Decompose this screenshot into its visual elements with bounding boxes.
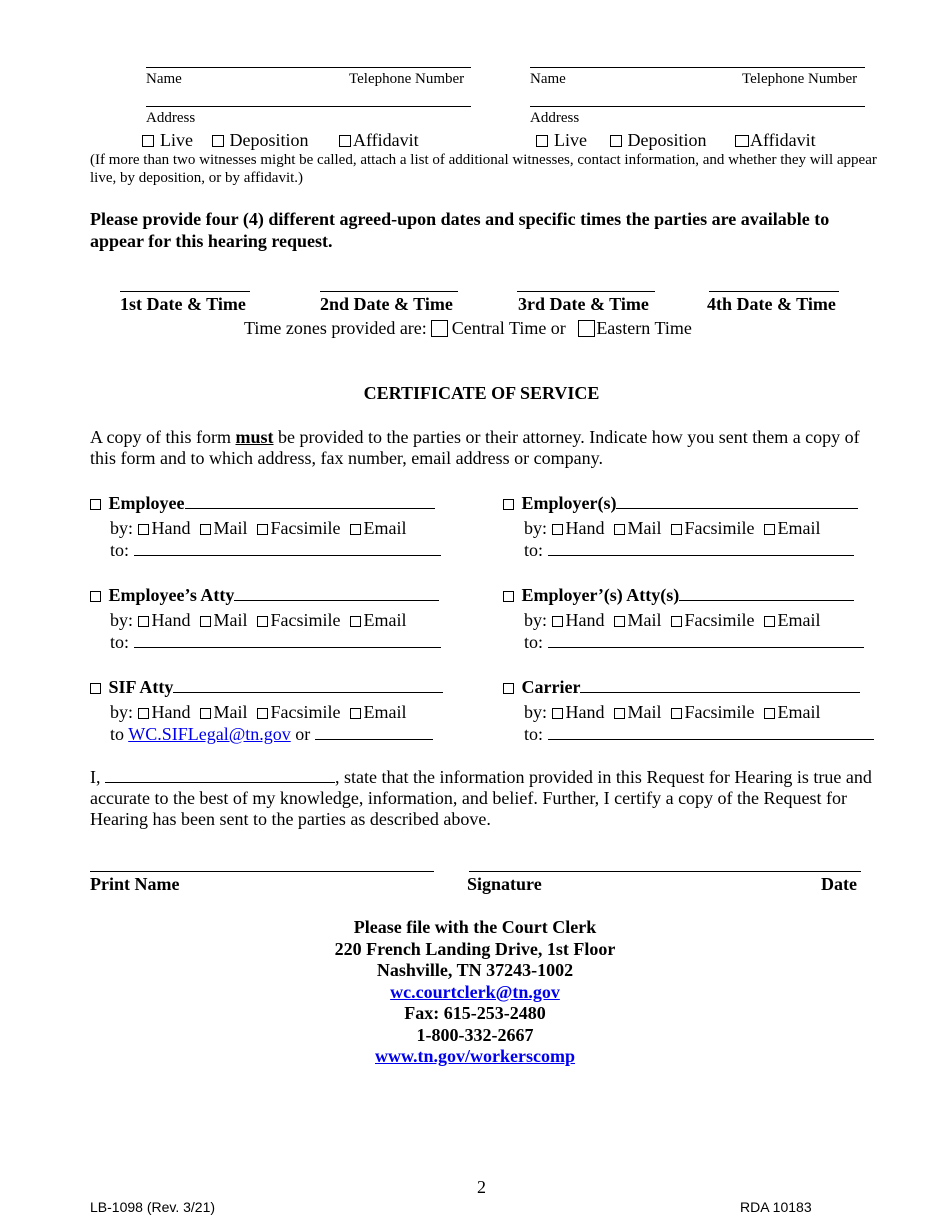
witness1-address-line[interactable] bbox=[146, 106, 471, 107]
rda-number: RDA 10183 bbox=[740, 1199, 812, 1215]
timezone-eastern-label: Eastern Time bbox=[596, 318, 692, 338]
witness2-live-option[interactable]: Live bbox=[536, 130, 587, 150]
checkbox-icon[interactable] bbox=[257, 524, 268, 535]
checkbox-icon[interactable] bbox=[614, 708, 625, 719]
filing-address: 220 French Landing Drive, 1st Floor bbox=[334, 938, 616, 959]
witness2-name-label: Name bbox=[530, 71, 566, 87]
checkbox-icon[interactable] bbox=[671, 524, 682, 535]
attestation: I, , state that the information provided in this Request for Hearing is true and accurate to the best of my knowledge, information, and belief. Further, I certify a copy of the Request for Hearing has been sent to the parties as described above. bbox=[90, 767, 872, 829]
employee-name-line[interactable] bbox=[185, 494, 435, 509]
witness2-name-line[interactable] bbox=[530, 67, 865, 68]
witness2-deposition-option[interactable]: Deposition bbox=[610, 130, 707, 150]
party-employee: Employee bbox=[90, 493, 435, 514]
employee-atty-to-line[interactable] bbox=[134, 633, 441, 648]
employer-method-row: by: Hand Mail Facsimile Email bbox=[524, 518, 821, 538]
date4-line[interactable] bbox=[709, 291, 839, 292]
employee-atty-method-row: by: Hand Mail Facsimile Email bbox=[110, 610, 407, 630]
carrier-to-row: to: bbox=[524, 724, 874, 745]
witness2-phone-label: Telephone Number bbox=[742, 71, 858, 87]
date4-label: 4th Date & Time bbox=[707, 294, 836, 314]
filing-city: Nashville, TN 37243-1002 bbox=[376, 960, 574, 980]
date3-label: 3rd Date & Time bbox=[518, 294, 649, 314]
checkbox-icon[interactable] bbox=[536, 135, 548, 147]
party-employee-atty: Employee’s Atty bbox=[90, 585, 439, 606]
witness2-affidavit-option[interactable]: Affidavit bbox=[735, 130, 816, 150]
checkbox-icon[interactable] bbox=[350, 524, 361, 535]
party-employer-atty: Employer’(s) Atty(s) bbox=[503, 585, 854, 606]
workers-comp-website-link[interactable]: www.tn.gov/workerscomp bbox=[375, 1046, 575, 1066]
page-number: 2 bbox=[477, 1177, 486, 1197]
party-sif-atty-checkbox[interactable] bbox=[90, 683, 101, 694]
certificate-title: CERTIFICATE OF SERVICE bbox=[363, 383, 600, 403]
timezone-row bbox=[244, 318, 692, 339]
checkbox-icon[interactable] bbox=[735, 135, 749, 147]
date2-line[interactable] bbox=[320, 291, 458, 292]
checkbox-icon[interactable] bbox=[764, 524, 775, 535]
date3-line[interactable] bbox=[517, 291, 655, 292]
carrier-name-line[interactable] bbox=[580, 678, 860, 693]
employee-to-row: to: bbox=[110, 540, 441, 561]
carrier-to-line[interactable] bbox=[548, 725, 874, 740]
filing-line1: Please file with the Court Clerk bbox=[353, 917, 597, 937]
checkbox-icon[interactable] bbox=[671, 708, 682, 719]
checkbox-icon[interactable] bbox=[552, 616, 563, 627]
checkbox-icon[interactable] bbox=[200, 616, 211, 627]
signature-date-line[interactable] bbox=[469, 871, 861, 872]
party-employer-checkbox[interactable] bbox=[503, 499, 514, 510]
must-emphasis: must bbox=[235, 427, 274, 447]
witness2-address-label: Address bbox=[530, 110, 580, 126]
witness1-phone-label: Telephone Number bbox=[349, 71, 465, 87]
witness1-address-label: Address bbox=[146, 110, 196, 126]
checkbox-icon[interactable] bbox=[138, 708, 149, 719]
print-name-label: Print Name bbox=[90, 874, 180, 894]
witness1-name-line[interactable] bbox=[146, 67, 471, 68]
date-label: Date bbox=[821, 874, 857, 894]
form-id: LB-1098 (Rev. 3/21) bbox=[90, 1199, 216, 1215]
checkbox-icon[interactable] bbox=[764, 616, 775, 627]
witness1-live-option[interactable]: Live bbox=[142, 130, 193, 150]
checkbox-icon[interactable] bbox=[200, 524, 211, 535]
sif-atty-name-line[interactable] bbox=[173, 678, 443, 693]
employee-method-row: by: Hand Mail Facsimile Email bbox=[110, 518, 407, 538]
dates-instruction: Please provide four (4) different agreed-upon dates and specific times the parties are available to appear for this hearing request. bbox=[90, 209, 830, 251]
checkbox-icon[interactable] bbox=[764, 708, 775, 719]
party-employee-checkbox[interactable] bbox=[90, 499, 101, 510]
employer-to-row: to: bbox=[524, 540, 854, 561]
witness1-affidavit-option[interactable]: Affidavit bbox=[339, 130, 419, 150]
witness1-name-label: Name bbox=[146, 71, 182, 87]
timezone-prefix: Time zones provided are: bbox=[244, 318, 427, 338]
employer-atty-to-line[interactable] bbox=[548, 633, 864, 648]
witness1-options bbox=[142, 130, 419, 151]
checkbox-icon[interactable] bbox=[257, 708, 268, 719]
checkbox-icon[interactable] bbox=[142, 135, 154, 147]
checkbox-icon[interactable] bbox=[138, 616, 149, 627]
employer-atty-method-row: by: Hand Mail Facsimile Email bbox=[524, 610, 821, 630]
filing-phone: 1-800-332-2667 bbox=[416, 1024, 534, 1045]
employer-atty-to-row: to: bbox=[524, 632, 864, 653]
checkbox-icon[interactable] bbox=[552, 524, 563, 535]
print-name-line[interactable] bbox=[90, 871, 434, 872]
party-employer-atty-checkbox[interactable] bbox=[503, 591, 514, 602]
sif-atty-method-row: by: Hand Mail Facsimile Email bbox=[110, 702, 407, 722]
employee-to-line[interactable] bbox=[134, 541, 441, 556]
sif-atty-to-line[interactable] bbox=[315, 725, 433, 740]
witness-note: (If more than two witnesses might be called, attach a list of additional witnesses, contact information, and whether they will appear live, by deposition, or by affidavit.) bbox=[90, 152, 877, 186]
checkbox-icon[interactable] bbox=[257, 616, 268, 627]
date2-label: 2nd Date & Time bbox=[320, 294, 453, 314]
party-carrier-checkbox[interactable] bbox=[503, 683, 514, 694]
witness2-address-line[interactable] bbox=[530, 106, 865, 107]
court-clerk-email-link[interactable]: wc.courtclerk@tn.gov bbox=[390, 981, 560, 1002]
date1-line[interactable] bbox=[120, 291, 250, 292]
witness2-options bbox=[536, 130, 816, 151]
checkbox-icon[interactable] bbox=[212, 135, 224, 147]
employee-atty-to-row: to: bbox=[110, 632, 441, 653]
sif-email-link[interactable]: WC.SIFLegal@tn.gov bbox=[128, 724, 291, 744]
eastern-time-checkbox[interactable] bbox=[578, 320, 595, 337]
checkbox-icon[interactable] bbox=[614, 524, 625, 535]
certificate-intro: A copy of this form must be provided to the parties or their attorney. Indicate how you sent them a copy of this form and to which address, fax number, email address or company. bbox=[90, 427, 860, 468]
attestation-name-line[interactable] bbox=[105, 768, 335, 783]
checkbox-icon[interactable] bbox=[610, 135, 622, 147]
checkbox-icon[interactable] bbox=[138, 524, 149, 535]
central-time-checkbox[interactable] bbox=[431, 320, 448, 337]
party-employer: Employer(s) bbox=[503, 493, 858, 514]
checkbox-icon[interactable] bbox=[200, 708, 211, 719]
checkbox-icon[interactable] bbox=[350, 616, 361, 627]
witness1-deposition-option[interactable]: Deposition bbox=[212, 130, 309, 150]
checkbox-icon[interactable] bbox=[614, 616, 625, 627]
checkbox-icon[interactable] bbox=[350, 708, 361, 719]
signature-label: Signature bbox=[467, 874, 542, 894]
checkbox-icon[interactable] bbox=[552, 708, 563, 719]
checkbox-icon[interactable] bbox=[671, 616, 682, 627]
sif-atty-to-row: to WC.SIFLegal@tn.gov or bbox=[110, 724, 433, 745]
employer-to-line[interactable] bbox=[548, 541, 854, 556]
filing-fax: Fax: 615-253-2480 bbox=[404, 1003, 546, 1023]
employee-atty-name-line[interactable] bbox=[234, 586, 439, 601]
party-sif-atty: SIF Atty bbox=[90, 677, 443, 698]
employer-name-line[interactable] bbox=[616, 494, 858, 509]
timezone-central-label: Central Time or bbox=[451, 318, 566, 338]
carrier-method-row: by: Hand Mail Facsimile Email bbox=[524, 702, 821, 722]
employer-atty-name-line[interactable] bbox=[679, 586, 854, 601]
filing-info bbox=[0, 917, 950, 1068]
checkbox-icon[interactable] bbox=[339, 135, 351, 147]
party-carrier: Carrier bbox=[503, 677, 860, 698]
date1-label: 1st Date & Time bbox=[120, 294, 246, 314]
party-employee-atty-checkbox[interactable] bbox=[90, 591, 101, 602]
